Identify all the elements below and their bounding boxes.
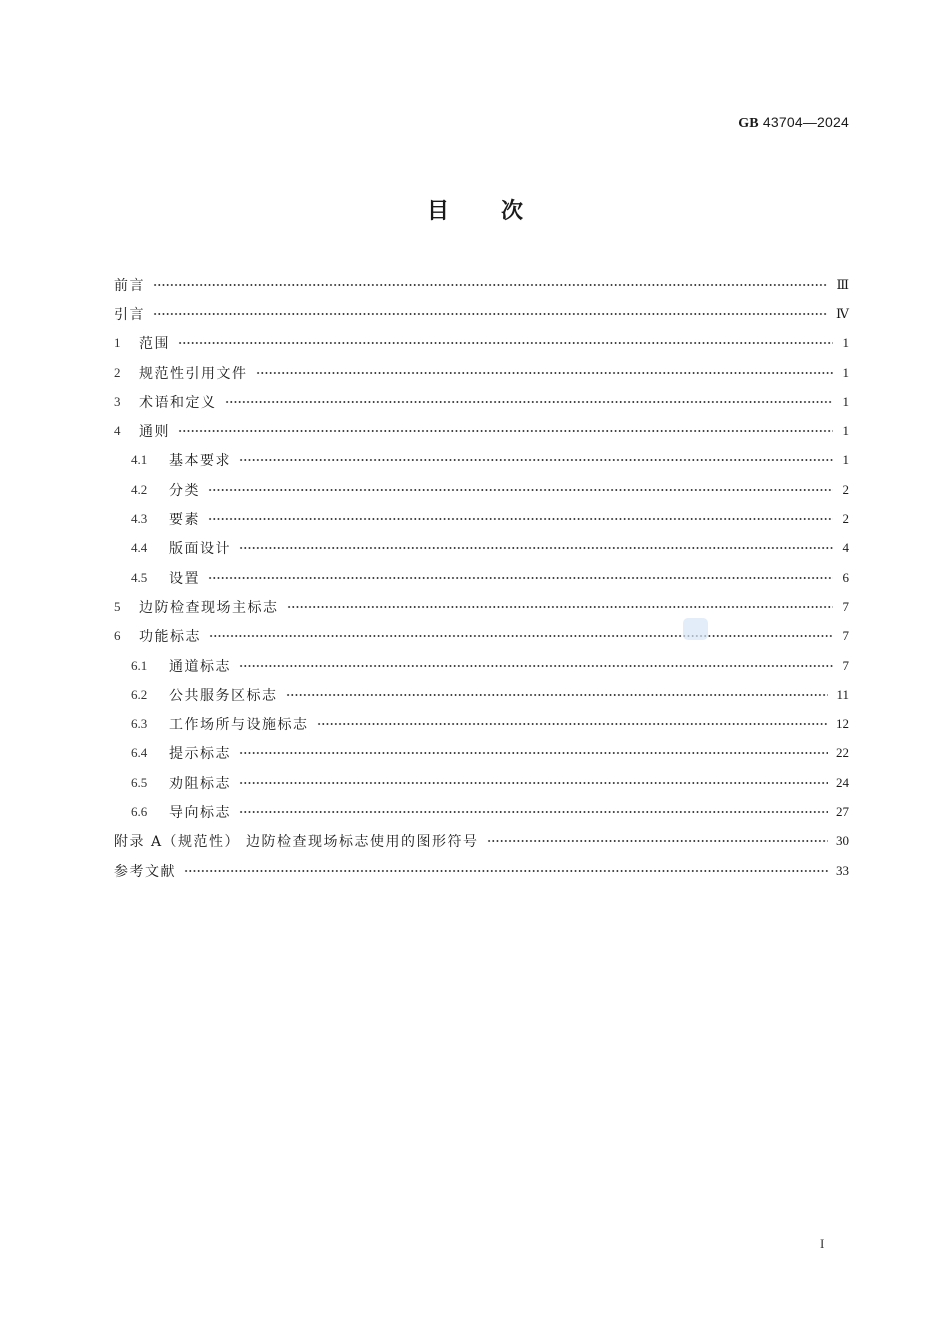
toc-entry[interactable] <box>114 680 849 709</box>
toc-entry-number: 4 <box>114 423 121 439</box>
toc-entry-label: 设置 <box>169 570 200 587</box>
toc-entry-page: 24 <box>836 774 849 790</box>
toc-entry-label: 前言 <box>114 277 145 294</box>
toc-entry-page: 1 <box>842 335 849 351</box>
toc-entry-label: 规范性引用文件 <box>139 365 248 382</box>
toc-dot-leader <box>487 834 828 848</box>
toc-entry-number: 6.2 <box>131 686 148 702</box>
toc-entry[interactable] <box>114 563 849 592</box>
toc-dot-leader <box>153 278 828 292</box>
toc-entry-label: 引言 <box>114 306 145 323</box>
toc-entry-label: 通道标志 <box>169 658 231 675</box>
toc-entry-page: 22 <box>836 745 849 761</box>
toc-entry-page: 2 <box>842 511 849 527</box>
toc-entry[interactable] <box>114 270 849 299</box>
toc-entry-label: 边防检查现场主标志 <box>139 599 279 616</box>
toc-entry-number: 3 <box>114 393 121 409</box>
toc-dot-leader <box>287 600 834 614</box>
toc-entry-number: 5 <box>114 598 121 614</box>
toc-dot-leader <box>153 307 828 321</box>
standard-code <box>738 114 849 132</box>
toc-entry[interactable] <box>114 534 849 563</box>
toc-entry-page: 1 <box>842 423 849 439</box>
toc-entry[interactable] <box>114 739 849 768</box>
toc-entry-number: 6.3 <box>131 716 148 732</box>
toc-entry-page: 7 <box>842 598 849 614</box>
toc-dot-leader <box>225 395 834 409</box>
toc-entry-label: 附录 A（规范性） 边防检查现场标志使用的图形符号 <box>114 834 479 851</box>
toc-entry-page: 33 <box>836 862 849 878</box>
toc-entry-number: 2 <box>114 364 121 380</box>
toc-dot-leader <box>239 541 833 555</box>
toc-entry[interactable] <box>114 329 849 358</box>
toc-entry-page: 27 <box>836 803 849 819</box>
toc-entry[interactable] <box>114 797 849 826</box>
toc-entry-label: 参考文献 <box>114 863 176 880</box>
toc-entry-label: 版面设计 <box>169 541 231 558</box>
toc-dot-leader <box>286 688 829 702</box>
toc-entry-page: 4 <box>842 540 849 556</box>
toc-entry-page: Ⅳ <box>836 305 849 321</box>
toc-entry[interactable] <box>114 416 849 445</box>
toc-entry-number: 1 <box>114 335 121 351</box>
toc-dot-leader <box>208 571 833 585</box>
page-number: I <box>820 1236 825 1251</box>
toc-entry-page: 11 <box>836 686 849 702</box>
toc-entry[interactable] <box>114 446 849 475</box>
toc-dot-leader <box>239 453 833 467</box>
toc-entry-page: 7 <box>842 628 849 644</box>
toc-entry-page: 1 <box>842 452 849 468</box>
toc-entry[interactable] <box>114 299 849 328</box>
toc-entry-page: 6 <box>842 569 849 585</box>
toc-entry[interactable] <box>114 622 849 651</box>
toc-entry[interactable] <box>114 856 849 885</box>
toc-entry[interactable] <box>114 592 849 621</box>
toc-entry-number: 4.2 <box>131 481 148 497</box>
toc-dot-leader <box>178 424 833 438</box>
toc-entry-label: 术语和定义 <box>139 394 217 411</box>
toc-entry-page: 1 <box>842 393 849 409</box>
toc-entry-number: 6 <box>114 628 121 644</box>
toc-dot-leader <box>178 336 833 350</box>
toc-entry-number: 4.3 <box>131 511 148 527</box>
toc-entry[interactable] <box>114 504 849 533</box>
toc-entry[interactable] <box>114 709 849 738</box>
toc-entry-number: 6.6 <box>131 803 148 819</box>
toc-entry[interactable] <box>114 651 849 680</box>
toc-entry-label: 提示标志 <box>169 746 231 763</box>
toc-entry-number: 6.4 <box>131 745 148 761</box>
toc-dot-leader <box>208 512 833 526</box>
toc-dot-leader <box>239 776 828 790</box>
toc-dot-leader <box>184 864 828 878</box>
toc-entry-label: 劝阻标志 <box>169 775 231 792</box>
toc-dot-leader <box>239 805 828 819</box>
toc-dot-leader <box>208 483 833 497</box>
toc-entry-label: 范围 <box>139 336 170 353</box>
watermark-logo <box>683 618 708 640</box>
toc-entry[interactable] <box>114 358 849 387</box>
toc-entry-label: 基本要求 <box>169 453 231 470</box>
toc-entry-page: 7 <box>842 657 849 673</box>
toc-entry-page: 12 <box>836 716 849 732</box>
toc-entry-page: 30 <box>836 833 849 849</box>
toc-entry[interactable] <box>114 387 849 416</box>
page-title: 目次 <box>426 199 575 224</box>
toc-dot-leader <box>256 366 834 380</box>
toc-entry-page: Ⅲ <box>836 276 849 292</box>
standard-number: 43704—2024 <box>762 114 849 130</box>
toc-entry-number: 4.5 <box>131 569 148 585</box>
toc-entry-label: 公共服务区标志 <box>169 687 278 704</box>
toc-entry-label: 功能标志 <box>139 629 201 646</box>
toc-entry[interactable] <box>114 827 849 856</box>
toc-entry[interactable] <box>114 475 849 504</box>
toc-entry-page: 1 <box>842 364 849 380</box>
toc-dot-leader <box>317 717 829 731</box>
toc-entry-page: 2 <box>842 481 849 497</box>
toc-entry-number: 4.1 <box>131 452 148 468</box>
toc-entry-number: 4.4 <box>131 540 148 556</box>
toc-entry-number: 6.5 <box>131 774 148 790</box>
toc-entry-label: 导向标志 <box>169 804 231 821</box>
toc-dot-leader <box>209 629 833 643</box>
toc-entry-label: 分类 <box>169 482 200 499</box>
toc-dot-leader <box>239 659 833 673</box>
toc-entry-number: 6.1 <box>131 657 148 673</box>
toc-entry-label: 工作场所与设施标志 <box>169 717 309 734</box>
standard-prefix: GB <box>738 116 759 131</box>
toc-entry-label: 通则 <box>139 424 170 441</box>
table-of-contents <box>114 270 849 885</box>
toc-entry-label: 要素 <box>169 512 200 529</box>
toc-dot-leader <box>239 746 828 760</box>
toc-entry[interactable] <box>114 768 849 797</box>
